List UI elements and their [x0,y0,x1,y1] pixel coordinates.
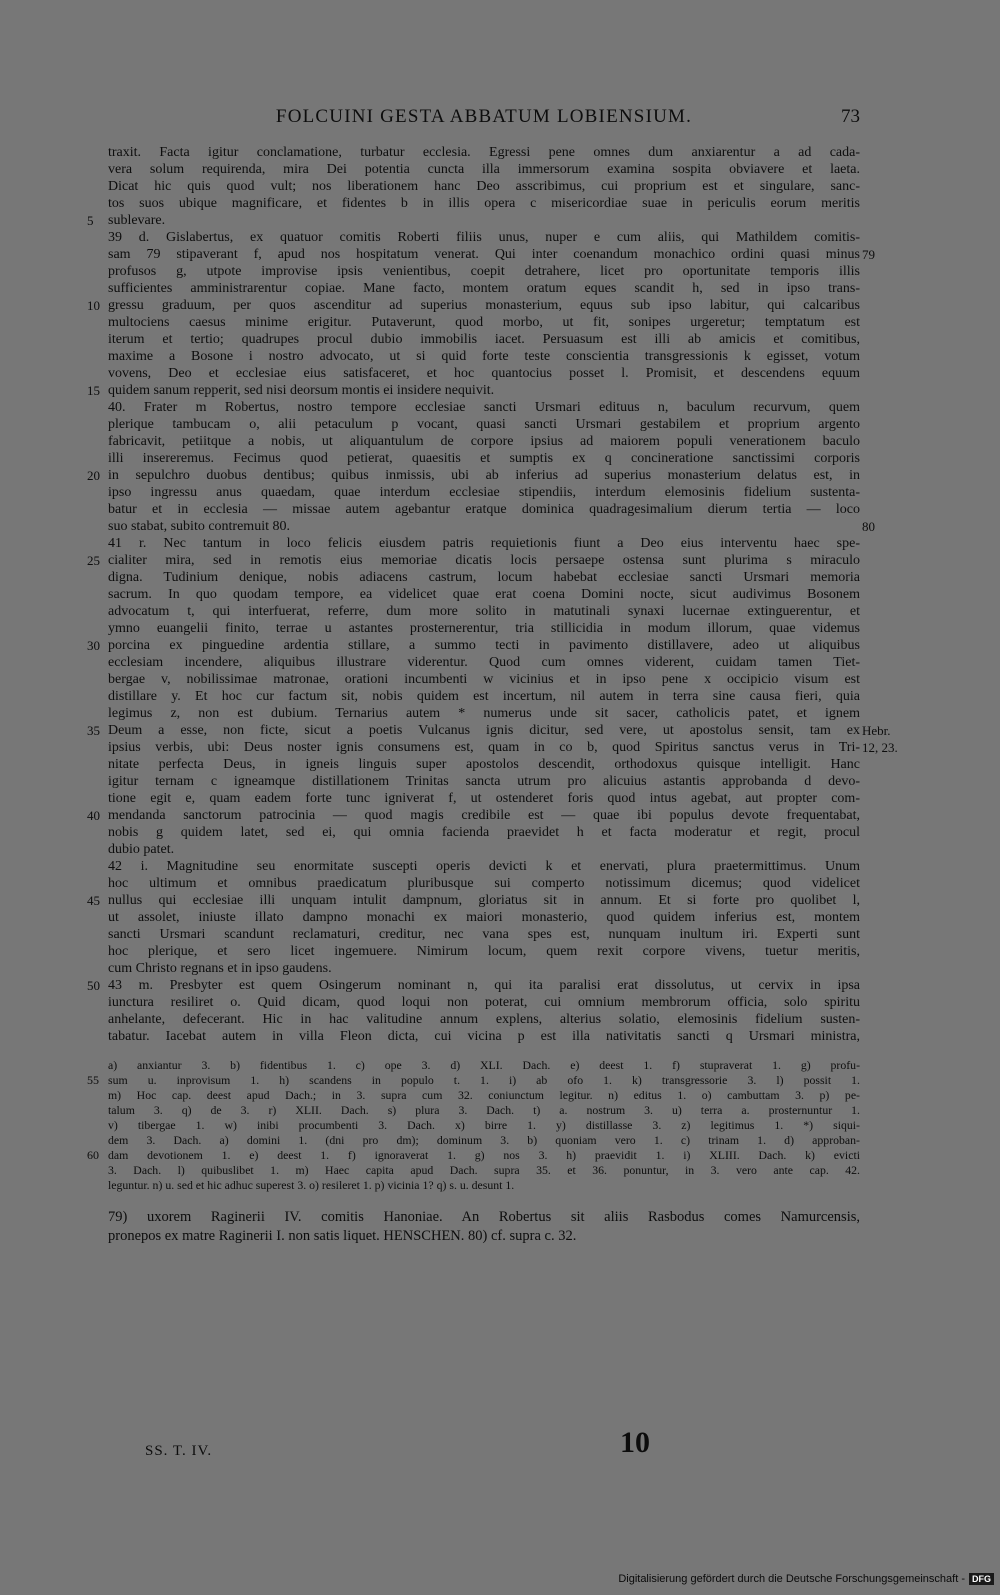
margin-note: 80 [862,519,875,534]
line-number: 10 [87,298,100,313]
text-line: ipsius verbis, ubi: Deus noster ignis consumens est, quam in co b, quod Spiritus sanctus verus in Tri- [108,740,860,755]
footnote-line: leguntur. n) u. sed et hic adhuc superest 3. o) resileret 1. p) vicinia 1? q) s. u. desunt 1. [108,1178,515,1192]
line-number: 45 [87,893,100,908]
text-line: illi insereremus. Fecimus quod petierat, quaesitis et sumptis ex q concineratione sanctissimi corporis [108,451,860,466]
text-line: tione egit e, quam eadem forte tunc igniverat f, ut ostenderet foris quod intus agebat, aut propter com- [108,791,860,806]
text-line: hoc plerique, et sero licet ingemuere. Nimirum locum, quem rexit corpore vivens, tuetur meritis, [108,944,860,959]
text-line: suo stabat, subito contremuit 80. [108,519,290,534]
text-line: sacrum. In quo quodam tempore, ea videlicet quae erat coena Domini nocte, sicut audivimus Bosonem [108,587,860,602]
text-line: mendanda sanctorum patrocinia — quod magis credibile est — quae ibi populus devote frequentabat, [108,808,860,823]
text-line: ipso ingressu anus quaedam, quae interdum ecclesiae stipendiis, interdum elemosinis fidelium sustenta- [108,485,860,500]
text-line: gressu graduum, per quos ascenditur ad superius monasterium, equus sub ipso labitur, qui calcaribus [108,298,860,313]
text-line: cum Christo regnans et in ipso gaudens. [108,961,332,976]
line-number: 15 [87,383,100,398]
footnote-line-number: 60 [87,1148,99,1162]
page-header [108,106,860,130]
text-line: ecclesiam incendere, aliquibus illustrare viderentur. Quod cum omnes viderent, cuidam tamen Tiet- [108,655,860,670]
text-line: sublevare. [108,213,166,228]
editorial-note-line: pronepos ex matre Raginerii I. non satis liquet. HENSCHEN. 80) cf. supra c. 32. [108,1228,577,1244]
text-line: 43 m. Presbyter est quem Osingerum nominant n, qui ita paralisi erat dissolutus, ut cervix in ipsa [108,978,860,993]
page-number: 73 [841,106,860,127]
footnote-line: sum u. inprovisum 1. h) scandens in populo t. 1. i) ab ofo 1. k) transgressorie 3. l) possit 1. [108,1073,860,1087]
margin-note: Hebr. [862,723,891,738]
text-line: digna. Tudinium denique, nobis adiacens castrum, locum habebat ecclesiae sancti Ursmari memoria [108,570,860,585]
text-line: bergae v, nobilissimae matronae, orationi incumbenti w vicinius et in ipso pene x occipicio visum est [108,672,860,687]
gathering-number: 10 [620,1426,650,1459]
text-line: tabatur. Iacebat autem in villa Fleon dicta, cui vicina p est illa nativitatis sancti q Ursmari ministra, [108,1029,860,1044]
text-line: nobis g quidem latet, sed ei, qui omnia facienda praevidet h et facta moderatur et regit, procul [108,825,860,840]
text-line: vovens, Deo et ecclesiae eius satisfaceret, et hoc quantocius posset l. Promisit, et descendens equum [108,366,860,381]
text-line: fabricavit, petiitque a nobis, ut aliquantulum de corpore ipsius ad maiorem populi venerationem baculo [108,434,860,449]
text-line: sam 79 stipaverant f, apud nos hospitatum venerat. Qui inter coenandum monachico ordini quasi minus [108,247,860,262]
line-number: 20 [87,468,100,483]
funding-banner-text: Digitalisierung gefördert durch die Deutsche Forschungsgemeinschaft - [618,1573,965,1585]
text-line: traxit. Facta igitur conclamatione, turbatur ecclesia. Egressi pene omnes dum anxiarentur a ad cada- [108,145,860,160]
text-line: nullus qui ecclesiae illi unquam intulit dampnum, gloriatus sit in annum. Et si forte pro quolibet l, [108,893,860,908]
line-number: 40 [87,808,100,823]
text-line: legimus z, non est dubium. Ternarius autem * numerus unde sit sacer, catholicis patet, et ignem [108,706,860,721]
text-line: hoc ultimum et omnibus praedicatum pluribusque sui comperto notissimum dicemus; quod videlicet [108,876,860,891]
text-line: Deum a esse, non ficte, sicut a poetis Vulcanus ignis dicitur, sed vere, ut apostolus sensit, tam ex [108,723,860,738]
text-line: distillare y. Et hoc cur factum sit, nobis quidem est incertum, nil autem in terra sine causa fieri, quia [108,689,860,704]
footnote-line: talum 3. q) de 3. r) XLII. Dach. s) plura 3. Dach. t) a. nostrum 3. u) terra a. prosternuntur 1. [108,1103,860,1117]
text-line: ymno euangelii finito, terrae u astantes prosternerentur, tria stillicidia in modum illorum, quae videmus [108,621,860,636]
signature-mark: SS. T. IV. [145,1443,213,1459]
footnote-line: dem 3. Dach. a) domini 1. (dni pro dm); dominum 3. b) quoniam vero 1. c) trinam 1. d) approban- [108,1133,860,1147]
line-number: 35 [87,723,100,738]
text-line: 41 r. Nec tantum in loco felicis eiusdem patris requietionis fiunt a Deo eius interventu haec spe- [108,536,860,551]
footnote-line: dam devotionem 1. e) deest 1. f) ignoraverat 1. g) nos 3. h) praevidit 1. i) XLIII. Dach. k) evicti [108,1148,860,1162]
text-line: cialiter mira, sed in remotis eius memoriae dicatis locis persaepe ostensa sunt plurima s miraculo [108,553,860,568]
text-line: dubio patet. [108,842,175,857]
text-line: 40. Frater m Robertus, nostro tempore ecclesiae sancti Ursmari edituus n, baculum recurvum, quem [108,400,860,415]
footnote-line: m) Hoc cap. deest apud Dach.; in 3. supra cum 32. coniunctum legitur. n) editus 1. o) cambuttam 3. p) pe- [108,1088,860,1102]
text-line: in sepulchro duobus dentibus; quibus inmissis, ubi ab inferius ad superius monasterium delatus est, in [108,468,860,483]
line-number: 5 [87,213,94,228]
dfg-logo-icon: DFG [969,1573,994,1585]
text-line: iterum et tertio; quadrupes procul dubio immobilis iacet. Persuasum est illi ab amicis et comitibus, [108,332,860,347]
text-line: tos suos ubique magnificare, et fidentes b in illis opera c misericordiae suae in periculis eorum meritis [108,196,860,211]
margin-note: 12, 23. [862,740,898,755]
text-line: anhelante, defecerant. Hic in hac valitudine annum explens, alterius solatio, elemosinis fidelium susten- [108,1012,860,1027]
text-line: sancti Ursmari scandunt reclamaturi, creditur, nec vana spes est, nunquam inultum iri. Experti sunt [108,927,860,942]
footnote-line-number: 55 [87,1073,99,1087]
funding-banner [618,1573,994,1585]
line-number: 50 [87,978,100,993]
text-line: multociens caesus minime erigitur. Putaverunt, quod morbo, ut fit, sonipes urgeretur; temptatum est [108,315,860,330]
footnote-line: v) tibergae 1. w) inibi procumbenti 3. Dach. x) birre 1. y) distillasse 3. z) legitimus 1. *) siqui- [108,1118,860,1132]
text-line: nitate perfecta Deus, in igneis linguis super apostolos descendit, orthodoxus quisque intelligit. Hanc [108,757,860,772]
text-line: maxime a Bosone i nostro advocato, ut si quid forte teste conscientia transgressionis k egisset, votum [108,349,860,364]
text-line: Dicat hic quis quod vult; nos liberationem hanc Deo asscribimus, cui proprium est et singulare, sanc- [108,179,860,194]
text-line: iunctura resiliret o. Quid dicam, quod loqui non poterat, cui omnium membrorum officia, solo spiritu [108,995,860,1010]
text-line: 39 d. Gislabertus, ex quatuor comitis Roberti filiis unus, nuper e cum aliis, qui Mathildem comitis- [108,230,860,245]
text-line: ut assolet, iniuste illato dampno monachi ex maiori monasterio, quod quidem inferius est, montem [108,910,860,925]
text-line: advocatum t, qui interfuerat, referre, dum more solito in matutinali synaxi lucernae extinguerentur, et [108,604,860,619]
text-line: batur et in ecclesia — missae autem agebantur eratque dominica quadragesimalium dierum tertia — loco [108,502,860,517]
editorial-note-line: 79) uxorem Raginerii IV. comitis Hanoniae. An Robertus sit aliis Rasbodus comes Namurcensis, [108,1209,860,1225]
text-line: vera solum requirenda, mira Dei potentia cuncta illa immersorum examina sospita obviavere et laeta. [108,162,860,177]
footnote-line: a) anxiantur 3. b) fidentibus 1. c) ope 3. d) XLI. Dach. e) deest 1. f) stupraverat 1. g) profu- [108,1058,860,1072]
line-number: 25 [87,553,100,568]
text-line: profusos g, utpote improvise ipsis venientibus, coepit detrahere, licet pro oportunitate temporis illis [108,264,860,279]
margin-note: 79 [862,247,875,262]
footnote-line: 3. Dach. l) quibuslibet 1. m) Haec capita apud Dach. supra 35. et 36. ponuntur, in 3. vero ante cap. 42. [108,1163,860,1177]
text-line: sufficientes amministrarentur copiae. Mane facto, montem oratum eques scandit h, sed in ipso trans- [108,281,860,296]
running-title: FOLCUINI GESTA ABBATUM LOBIENSIUM. [275,106,693,127]
text-line: igitur ternam c igneamque distillationem Trinitas sancta utrum pro alicuius astantis approbanda d devo- [108,774,860,789]
text-line: porcina ex pinguedine ardentia stillare, a summo tecti in pavimento distillavere, adeo ut aliquibus [108,638,860,653]
text-line: quidem sanum repperit, sed nisi deorsum montis ei insidere nequivit. [108,383,495,398]
line-number: 30 [87,638,100,653]
text-line: 42 i. Magnitudine seu enormitate suscepti operis devicti k et enervati, plura praetermittimus. Unum [108,859,860,874]
text-line: plerique tambucam o, alii petaculum p vocant, quasi sancti Ursmari gestabilem et proprium argento [108,417,860,432]
